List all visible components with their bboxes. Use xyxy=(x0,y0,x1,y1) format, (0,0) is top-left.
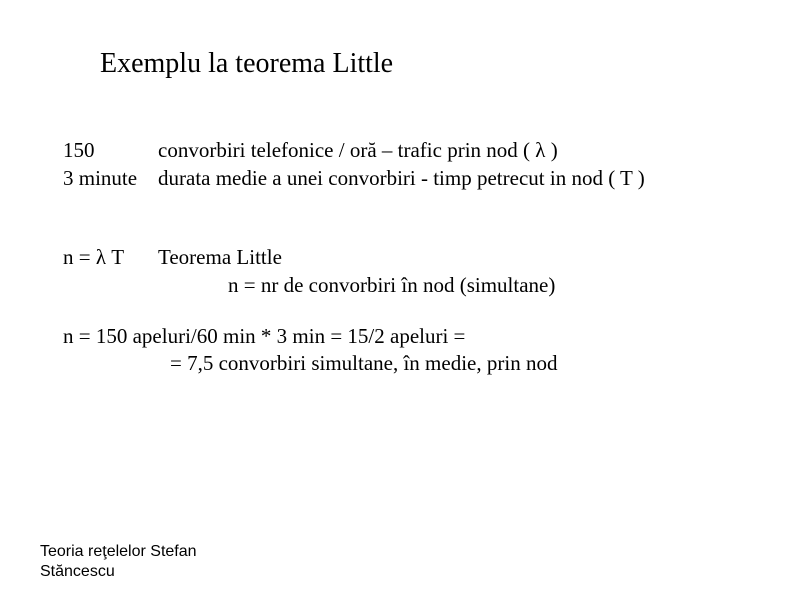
slide-title: Exemplu la teorema Little xyxy=(100,48,394,79)
little-formula-name: Teorema Little xyxy=(158,245,282,269)
arrival-rate-value: 150 xyxy=(63,138,95,162)
footer-line-1: Teoria reţelelor Stefan xyxy=(40,543,197,560)
footer xyxy=(40,542,240,582)
duration-description: durata medie a unei convorbiri - timp petrecut in nod ( T ) xyxy=(158,166,645,190)
little-formula-description: n = nr de convorbiri în nod (simultane) xyxy=(228,273,556,297)
footer-line-2: Stăncescu xyxy=(40,563,115,580)
little-formula: n = λ T xyxy=(63,245,125,269)
calculation-line-2: = 7,5 convorbiri simultane, în medie, prin nod xyxy=(170,351,558,375)
duration-value: 3 minute xyxy=(63,166,138,190)
arrival-rate-description: convorbiri telefonice / oră – trafic prin nod ( λ ) xyxy=(158,138,558,162)
calculation-line-1: n = 150 apeluri/60 min * 3 min = 15/2 apeluri = xyxy=(63,324,466,348)
